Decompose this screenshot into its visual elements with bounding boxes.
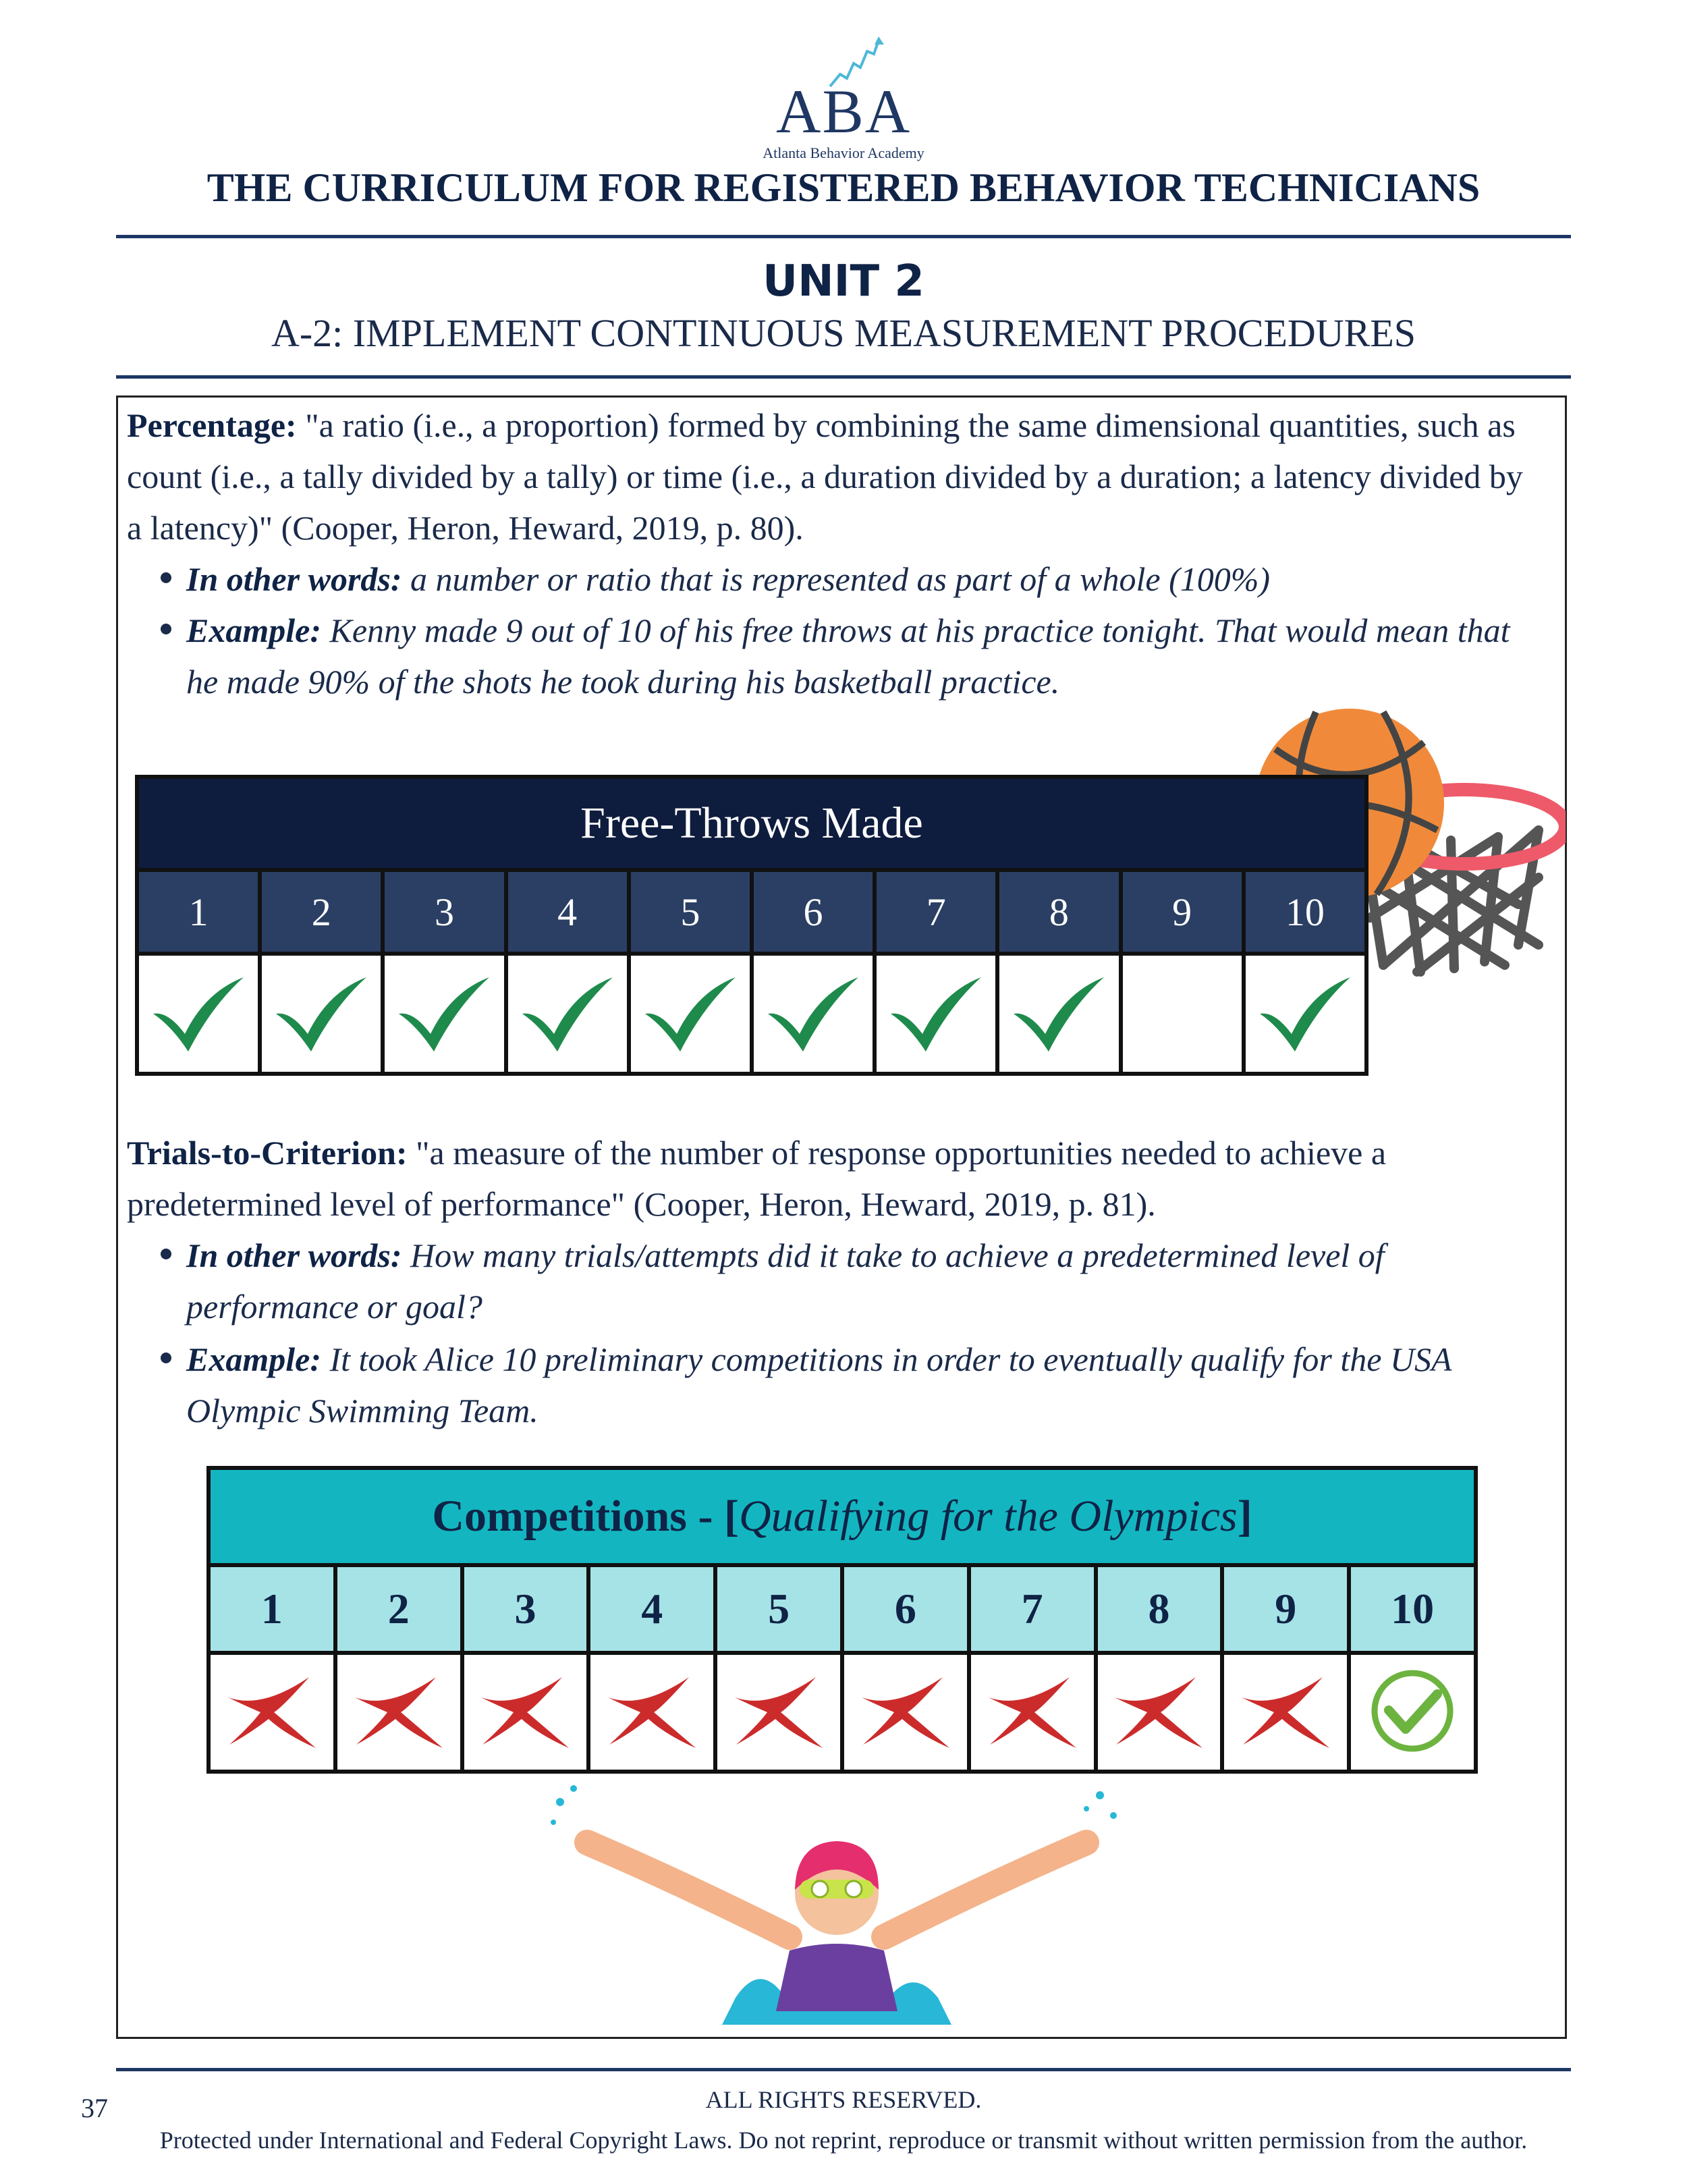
free-throw-result-cell <box>1244 954 1366 1074</box>
competition-result-cell <box>1222 1653 1349 1772</box>
free-throw-result-cell <box>752 954 875 1074</box>
check-mark-icon <box>517 972 618 1053</box>
competition-number: 3 <box>462 1565 589 1653</box>
check-mark-icon <box>1008 972 1109 1053</box>
free-throws-table <box>135 775 1368 1076</box>
free-throw-number: 3 <box>383 870 505 954</box>
logo-subtitle: Atlanta Behavior Academy <box>763 144 924 161</box>
swimmer-illustration-icon <box>533 1782 1140 2038</box>
free-throw-result-cell <box>260 954 383 1074</box>
x-mark-icon <box>982 1670 1083 1751</box>
competition-number: 4 <box>588 1565 715 1653</box>
competitions-table <box>206 1466 1478 1774</box>
circle-check-icon <box>1368 1667 1456 1755</box>
free-throw-number: 8 <box>997 870 1120 954</box>
free-throw-result-cell <box>506 954 629 1074</box>
curriculum-title: THE CURRICULUM FOR REGISTERED BEHAVIOR TECHNICIANS <box>206 165 1481 210</box>
competition-result-cell <box>462 1653 589 1772</box>
free-throw-result-cell <box>383 954 505 1074</box>
free-throw-number: 10 <box>1244 870 1366 954</box>
competition-number: 1 <box>209 1565 335 1653</box>
bullet-dot <box>161 1249 171 1259</box>
unit-title: UNIT 2 <box>763 256 924 306</box>
competition-result-cell <box>715 1653 842 1772</box>
competition-result-cell <box>969 1653 1096 1772</box>
free-throw-number: 9 <box>1121 870 1244 954</box>
competition-result-cell <box>842 1653 969 1772</box>
trials-definition: Trials-to-Criterion: "a measure of the number of response opportunities needed to achieve a predetermined level of performance" (Cooper, Heron, Heward, 2019, p. 81). <box>127 1134 1387 1223</box>
competition-result-cell <box>588 1653 715 1772</box>
check-mark-icon <box>640 972 741 1053</box>
free-throw-number: 7 <box>875 870 997 954</box>
free-throws-title: Free-Throws Made <box>137 777 1366 870</box>
x-mark-icon <box>1108 1670 1209 1751</box>
competition-number: 10 <box>1349 1565 1476 1653</box>
logo-text: ABA <box>776 77 912 146</box>
check-mark-icon <box>1254 972 1356 1053</box>
copyright-notice: Protected under International and Federal Copyright Laws. Do not reprint, reproduce or transmit without written permission from the author. <box>159 2127 1528 2154</box>
competition-number: 9 <box>1222 1565 1349 1653</box>
check-mark-icon <box>763 972 864 1053</box>
header-rule <box>116 235 1571 238</box>
free-throw-result-cell <box>1121 954 1244 1074</box>
check-mark-icon <box>148 972 249 1053</box>
x-mark-icon <box>221 1670 323 1751</box>
free-throw-number: 2 <box>260 870 383 954</box>
free-throw-result-cell <box>629 954 752 1074</box>
free-throw-result-cell <box>875 954 997 1074</box>
competitions-title: Competitions - [Qualifying for the Olympics] <box>209 1468 1476 1565</box>
free-throw-result-cell <box>137 954 260 1074</box>
x-mark-icon <box>1235 1670 1336 1751</box>
competition-number: 2 <box>335 1565 462 1653</box>
check-mark-icon <box>885 972 987 1053</box>
x-mark-icon <box>728 1670 829 1751</box>
free-throw-number: 5 <box>629 870 752 954</box>
competition-result-cell <box>209 1653 335 1772</box>
trials-bullet-words: In other words: How many trials/attempts did it take to achieve a predetermined level of performance or goal? <box>186 1236 1385 1326</box>
competition-result-cell <box>1096 1653 1223 1772</box>
unit-subtitle: A-2: IMPLEMENT CONTINUOUS MEASUREMENT PROCEDURES <box>271 311 1416 355</box>
percentage-bullet-example: Example: Kenny made 9 out of 10 of his free throws at his practice tonight. That would mean that he made 90% of the shots he took during his basketball practice. <box>186 611 1510 701</box>
competition-number: 6 <box>842 1565 969 1653</box>
x-mark-icon <box>348 1670 449 1751</box>
percentage-term: Percentage: <box>127 406 297 444</box>
x-mark-icon <box>601 1670 702 1751</box>
percentage-bullet-words: In other words: a number or ratio that is represented as part of a whole (100%) <box>186 560 1271 598</box>
free-throw-number: 6 <box>752 870 875 954</box>
competition-number: 7 <box>969 1565 1096 1653</box>
competition-result-cell <box>335 1653 462 1772</box>
rights-reserved: ALL RIGHTS RESERVED. <box>705 2086 982 2113</box>
unit-rule <box>116 375 1571 379</box>
bullet-dot <box>161 624 171 634</box>
competition-number: 5 <box>715 1565 842 1653</box>
check-mark-icon <box>393 972 495 1053</box>
page-number: 37 <box>81 2093 108 2123</box>
free-throw-result-cell <box>997 954 1120 1074</box>
x-mark-icon <box>855 1670 956 1751</box>
percentage-definition: Percentage: "a ratio (i.e., a proportion) formed by combining the same dimensional quantities, such as count (i.e., a tally divided by a tally) or time (i.e., a duration divided by a duration; a latency divided by a latency)" (Cooper, Heron, Heward, 2019, p. 80). <box>127 406 1523 547</box>
competition-result-cell <box>1349 1653 1476 1772</box>
bullet-dot <box>161 1353 171 1363</box>
check-mark-icon <box>271 972 372 1053</box>
trials-bullet-example: Example: It took Alice 10 preliminary competitions in order to eventually qualify for the USA Olympic Swimming Team. <box>186 1340 1452 1429</box>
logo <box>763 34 924 169</box>
trials-term: Trials-to-Criterion: <box>127 1134 408 1172</box>
free-throw-number: 4 <box>506 870 629 954</box>
footer-rule <box>116 2068 1571 2071</box>
free-throw-number: 1 <box>137 870 260 954</box>
competition-number: 8 <box>1096 1565 1223 1653</box>
bullet-dot <box>161 572 171 583</box>
x-mark-icon <box>474 1670 576 1751</box>
